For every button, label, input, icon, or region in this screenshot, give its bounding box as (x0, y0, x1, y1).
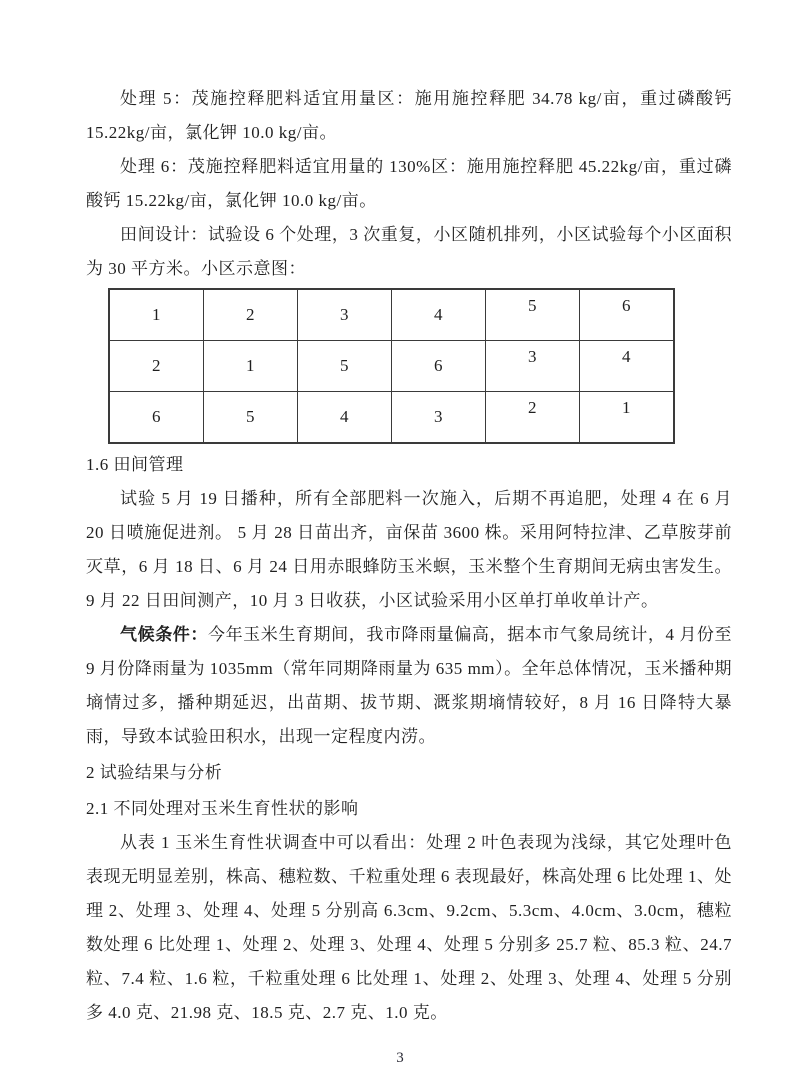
table-row (109, 341, 674, 392)
plot-cell: 3 (392, 392, 486, 444)
climate-text: 今年玉米生育期间，我市降雨量偏高，据本市气象局统计，4 月份至 9 月份降雨量为 1035mm（常年同期降雨量为 635 mm）。全年总体情况，玉米播种期墒情过多，播种期延迟，出苗期、拔节期、溉浆期墒情较好，8 月 16 日降特大暴雨，导致本试验田积水，出现一定程度内涝。 (86, 625, 733, 746)
plot-cell: 5 (298, 341, 392, 392)
plot-cell: 6 (392, 341, 486, 392)
climate-lead-label: 气候条件： (120, 625, 208, 644)
plot-cell: 4 (392, 289, 486, 341)
plot-cell: 1 (109, 289, 204, 341)
plot-cell: 1 (204, 341, 298, 392)
plot-cell: 4 (580, 341, 675, 392)
paragraph-field-design: 田间设计：试验设 6 个处理，3 次重复，小区随机排列，小区试验每个小区面积为 30 平方米。小区示意图： (86, 225, 732, 278)
heading-field-management: 1.6 田间管理 (86, 455, 184, 474)
document-body (86, 82, 732, 1030)
heading-results: 2 试验结果与分析 (86, 763, 223, 782)
paragraph-treatment6: 处理 6：茂施控释肥料适宜用量的 130%区：施用施控释肥 45.22kg/亩，重过磷酸钙 15.22kg/亩，氯化钾 10.0 kg/亩。 (86, 157, 732, 210)
paragraph-treatment5: 处理 5：茂施控释肥料适宜用量区：施用施控释肥 34.78 kg/亩，重过磷酸钙 15.22kg/亩，氯化钾 10.0 kg/亩。 (86, 89, 732, 142)
plot-cell: 6 (580, 289, 675, 341)
paragraph-management: 试验 5 月 19 日播种，所有全部肥料一次施入，后期不再追肥，处理 4 在 6 月 20 日喷施促进剂。 5 月 28 日苗出齐，亩保苗 3600 株。采用阿特拉津、乙草胺芽前灭草，6 月 18 日、6 月 24 日用赤眼蜂防玉米螟，玉米整个生育期间无病虫害发生。9 月 22 日田间测产，10 月 3 日收获，小区试验采用小区单打单收单计产。 (86, 489, 732, 610)
paragraph-climate (86, 618, 732, 754)
plot-cell: 5 (204, 392, 298, 444)
plot-cell: 3 (486, 341, 580, 392)
plot-cell: 2 (486, 392, 580, 444)
plot-cell: 2 (204, 289, 298, 341)
plot-cell: 3 (298, 289, 392, 341)
table-row (109, 392, 674, 444)
heading-growth-traits: 2.1 不同处理对玉米生育性状的影响 (86, 799, 359, 818)
table-row (109, 289, 674, 341)
paragraph-results: 从表 1 玉米生育性状调查中可以看出：处理 2 叶色表现为浅绿，其它处理叶色表现无明显差别，株高、穗粒数、千粒重处理 6 表现最好，株高处理 6 比处理 1、处理 2、处理 3、处理 4、处理 5 分别高 6.3cm、9.2cm、5.3cm、4.0cm、3.0cm，穗粒数处理 6 比处理 1、处理 2、处理 3、处理 4、处理 5 分别多 25.7 粒、85.3 粒、24.7 粒、7.4 粒、1.6 粒，千粒重处理 6 比处理 1、处理 2、处理 3、处理 4、处理 5 分别多 4.0 克、21.98 克、18.5 克、2.7 克、1.0 克。 (86, 833, 732, 1022)
plot-layout-table (108, 288, 675, 444)
plot-cell: 4 (298, 392, 392, 444)
plot-cell: 2 (109, 341, 204, 392)
plot-cell: 1 (580, 392, 675, 444)
plot-cell: 5 (486, 289, 580, 341)
plot-cell: 6 (109, 392, 204, 444)
page-number: 3 (396, 1050, 404, 1066)
